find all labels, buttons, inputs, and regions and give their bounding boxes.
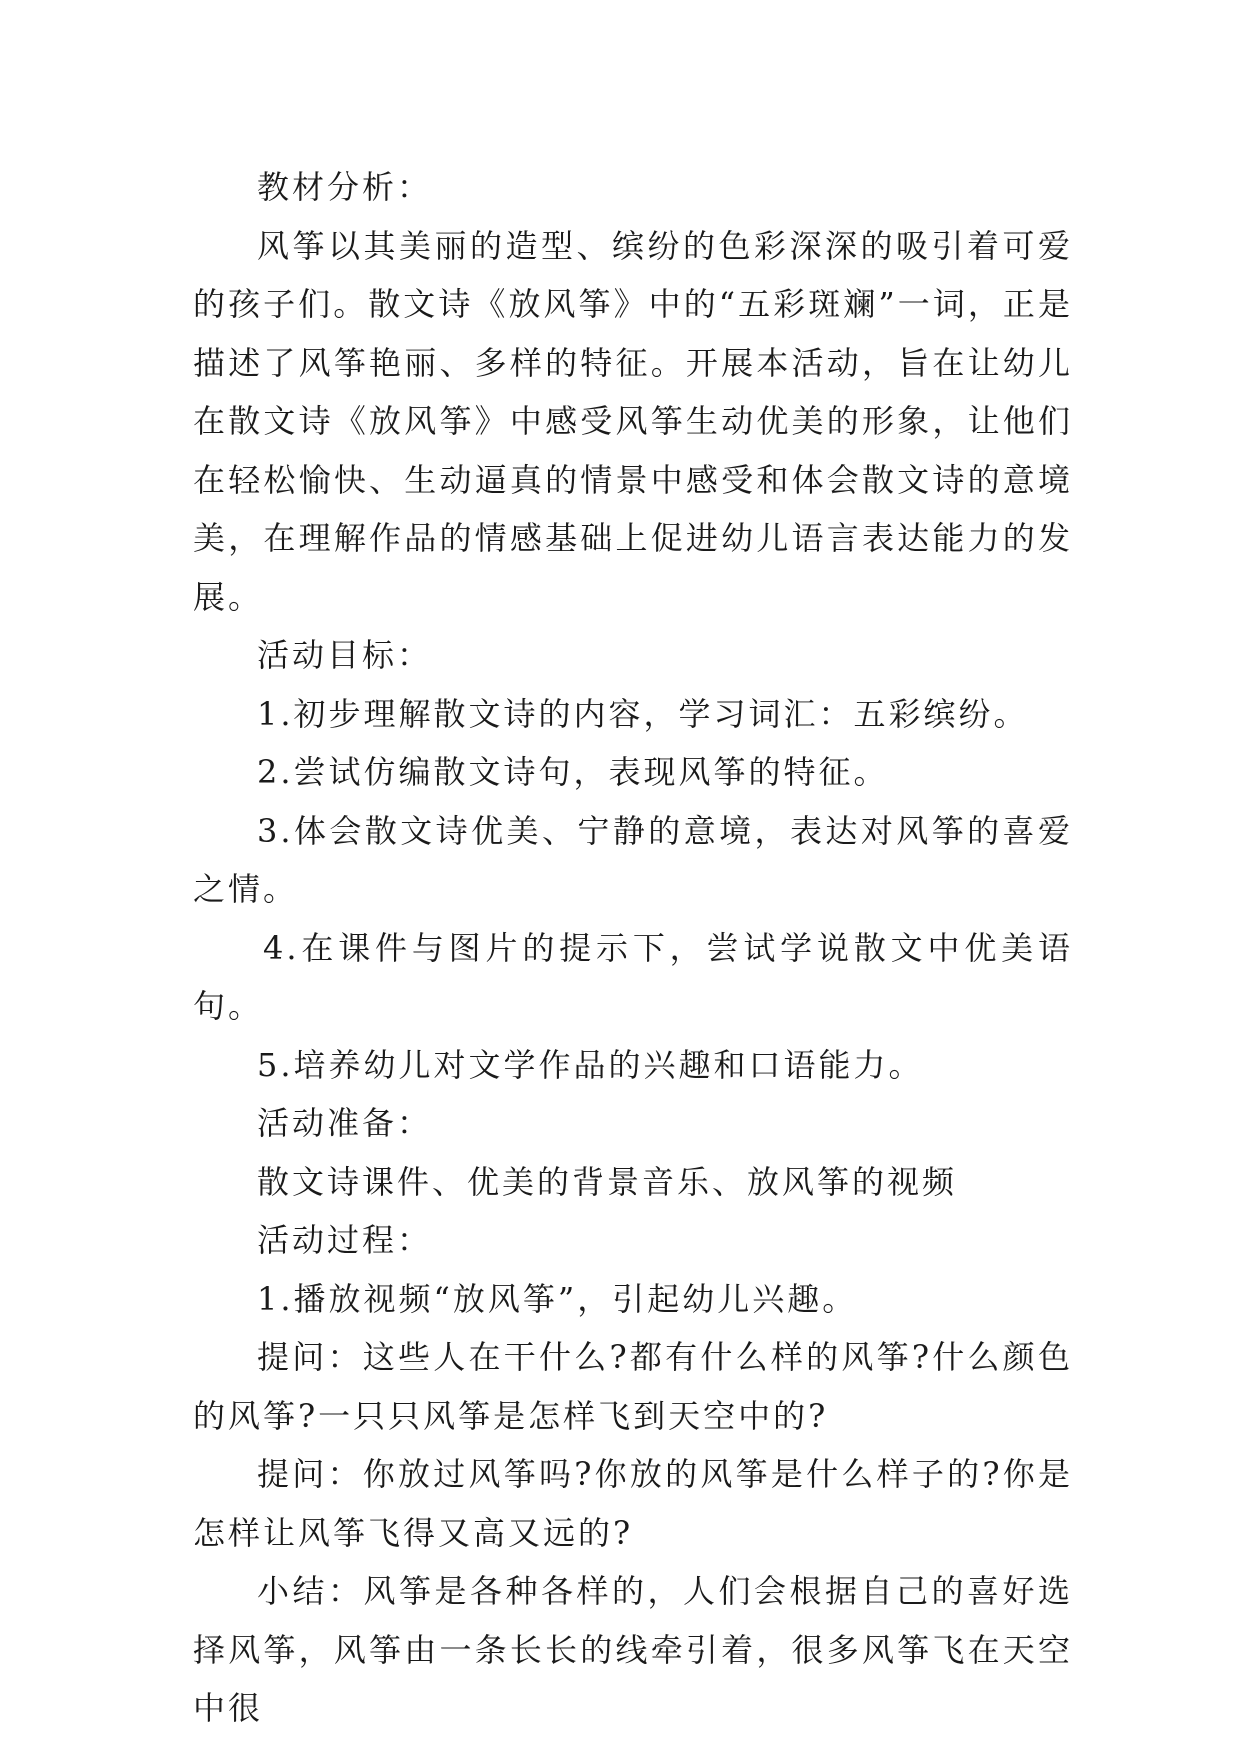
question-paragraph-2: 提问：你放过风筝吗?你放的风筝是什么样子的?你是怎样让风筝飞得又高又远的? [193, 1455, 1073, 1552]
summary-paragraph: 小结：风筝是各种各样的，人们会根据自己的喜好选择风筝，风筝由一条长长的线牵引着，很多风筝飞在天空中很 [193, 1572, 1073, 1727]
paragraph-preparation: 散文诗课件、优美的背景音乐、放风筝的视频 [257, 1162, 958, 1201]
goal-item-2: 2.尝试仿编散文诗句，表现风筝的特征。 [257, 753, 889, 791]
section-heading-activity-preparation: 活动准备： [257, 1104, 433, 1142]
process-step-1: 1.播放视频“放风筝”，引起幼儿兴趣。 [257, 1279, 858, 1318]
paragraph-material-analysis: 风筝以其美丽的造型、缤纷的色彩深深的吸引着可爱的孩子们。散文诗《放风筝》中的“五彩斑斓”一词，正是描述了风筝艳丽、多样的特征。开展本活动，旨在让幼儿在散文诗《放风筝》中感受风筝生动优美的形象，让他们在轻松愉快、生动逼真的情景中感受和体会散文诗的意境美，在理解作品的情感基础上促进幼儿语言表达能力的发展。 [193, 226, 1073, 616]
document-body [193, 158, 1073, 1738]
section-heading-material-analysis: 教材分析： [257, 168, 433, 206]
goal-item-4: 4.在课件与图片的提示下，尝试学说散文中优美语句。 [193, 928, 1073, 1025]
goal-item-5: 5.培养幼儿对文学作品的兴趣和口语能力。 [257, 1045, 924, 1084]
section-heading-activity-process: 活动过程： [257, 1221, 433, 1259]
goal-item-1: 1.初步理解散文诗的内容，学习词汇：五彩缤纷。 [257, 694, 1029, 733]
section-heading-activity-goals: 活动目标： [257, 636, 433, 674]
goal-item-3: 3.体会散文诗优美、宁静的意境，表达对风筝的喜爱之情。 [193, 811, 1073, 908]
question-paragraph-1: 提问：这些人在干什么?都有什么样的风筝?什么颜色的风筝?一只只风筝是怎样飞到天空中的? [193, 1338, 1073, 1435]
